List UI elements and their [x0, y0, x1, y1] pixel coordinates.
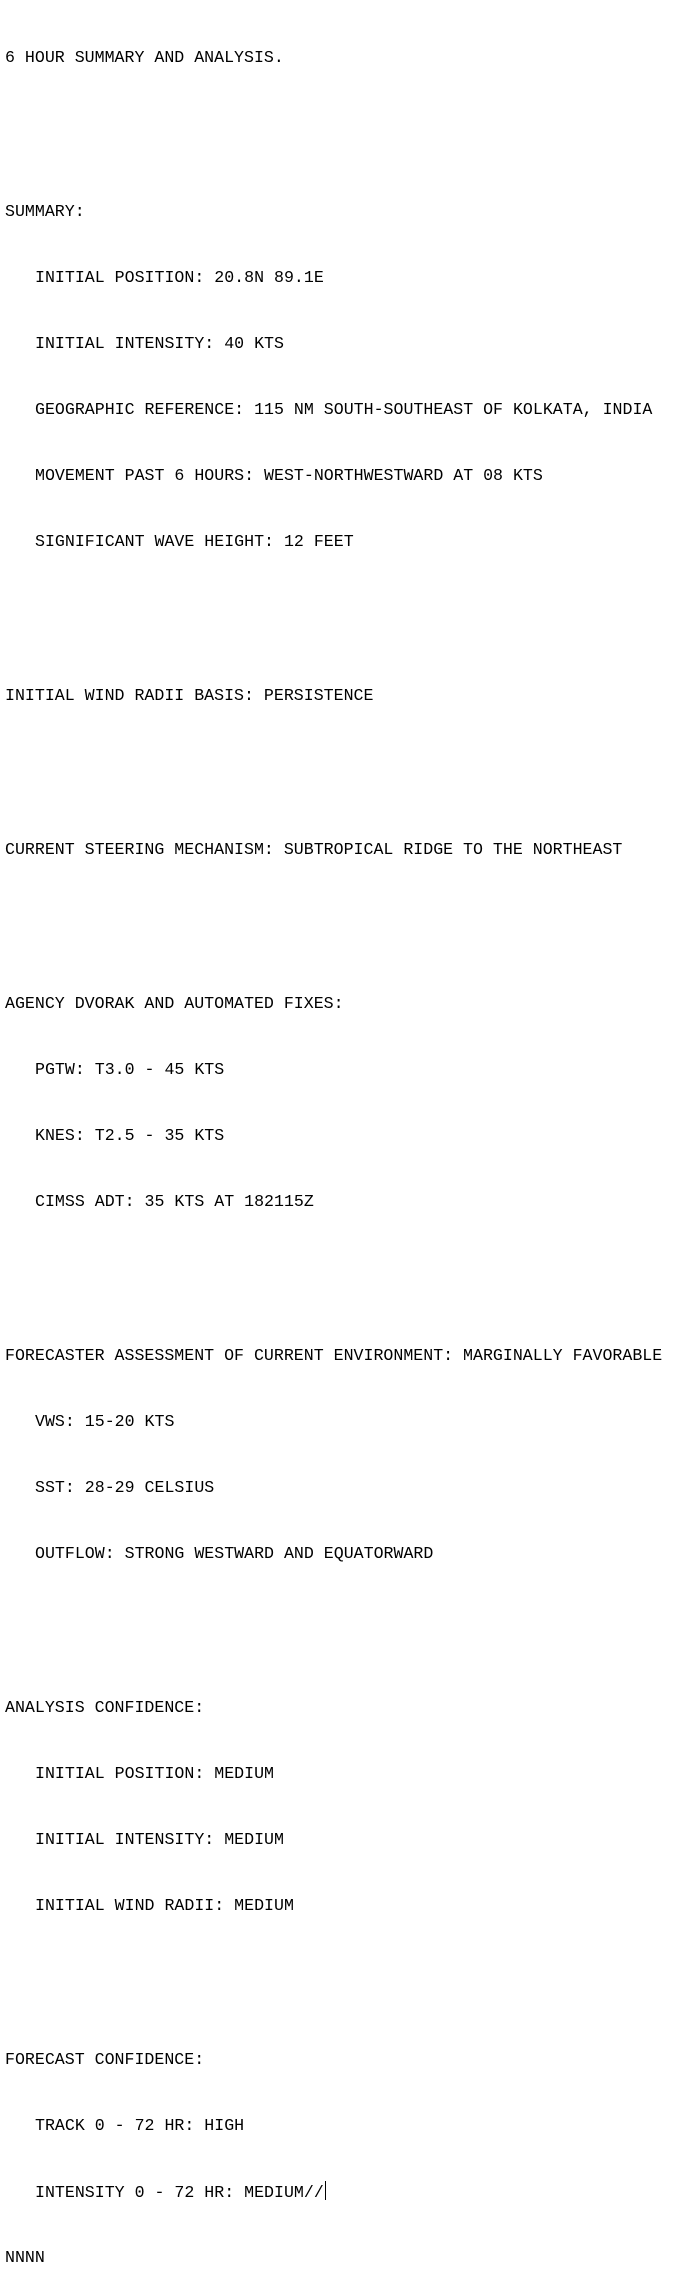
- steering-mechanism: CURRENT STEERING MECHANISM: SUBTROPICAL RIDGE TO THE NORTHEAST: [5, 840, 623, 859]
- analysis-confidence-intensity: INITIAL INTENSITY: MEDIUM: [35, 1830, 284, 1849]
- blank-line: [5, 1609, 662, 1631]
- report-footer: NNNN: [5, 2248, 45, 2267]
- summary-wave-height: SIGNIFICANT WAVE HEIGHT: 12 FEET: [35, 532, 354, 551]
- summary-geographic-reference: GEOGRAPHIC REFERENCE: 115 NM SOUTH-SOUTHEAST OF KOLKATA, INDIA: [35, 400, 653, 419]
- environment-sst: SST: 28-29 CELSIUS: [35, 1478, 215, 1497]
- blank-line: [5, 1257, 662, 1279]
- forecast-confidence-intensity: INTENSITY 0 - 72 HR: MEDIUM//: [35, 2183, 324, 2202]
- dvorak-knes: KNES: T2.5 - 35 KTS: [35, 1126, 225, 1145]
- dvorak-pgtw: PGTW: T3.0 - 45 KTS: [35, 1060, 225, 1079]
- blank-line: [5, 597, 662, 619]
- report-header: 6 HOUR SUMMARY AND ANALYSIS.: [5, 48, 284, 67]
- dvorak-heading: AGENCY DVORAK AND AUTOMATED FIXES:: [5, 994, 344, 1013]
- dvorak-cimss: CIMSS ADT: 35 KTS AT 182115Z: [35, 1192, 314, 1211]
- wind-radii-basis: INITIAL WIND RADII BASIS: PERSISTENCE: [5, 686, 374, 705]
- analysis-confidence-position: INITIAL POSITION: MEDIUM: [35, 1764, 274, 1783]
- analysis-confidence-wind-radii: INITIAL WIND RADII: MEDIUM: [35, 1896, 294, 1915]
- summary-movement: MOVEMENT PAST 6 HOURS: WEST-NORTHWESTWARD AT 08 KTS: [35, 466, 543, 485]
- summary-initial-position: INITIAL POSITION: 20.8N 89.1E: [35, 268, 324, 287]
- blank-line: [5, 113, 662, 135]
- forecast-confidence-track: TRACK 0 - 72 HR: HIGH: [35, 2116, 245, 2135]
- blank-line: [5, 905, 662, 927]
- summary-initial-intensity: INITIAL INTENSITY: 40 KTS: [35, 334, 284, 353]
- analysis-confidence-heading: ANALYSIS CONFIDENCE:: [5, 1698, 205, 1717]
- forecast-confidence-intensity-line: [5, 2181, 662, 2203]
- environment-vws: VWS: 15-20 KTS: [35, 1412, 175, 1431]
- environment-outflow: OUTFLOW: STRONG WESTWARD AND EQUATORWARD: [35, 1544, 434, 1563]
- summary-heading: SUMMARY:: [5, 202, 85, 221]
- text-cursor: [325, 2181, 326, 2200]
- blank-line: [5, 751, 662, 773]
- blank-line: [5, 1961, 662, 1983]
- forecast-confidence-heading: FORECAST CONFIDENCE:: [5, 2050, 205, 2069]
- environment-heading: FORECASTER ASSESSMENT OF CURRENT ENVIRONMENT: MARGINALLY FAVORABLE: [5, 1346, 663, 1365]
- bulletin-text[interactable]: [5, 3, 662, 2291]
